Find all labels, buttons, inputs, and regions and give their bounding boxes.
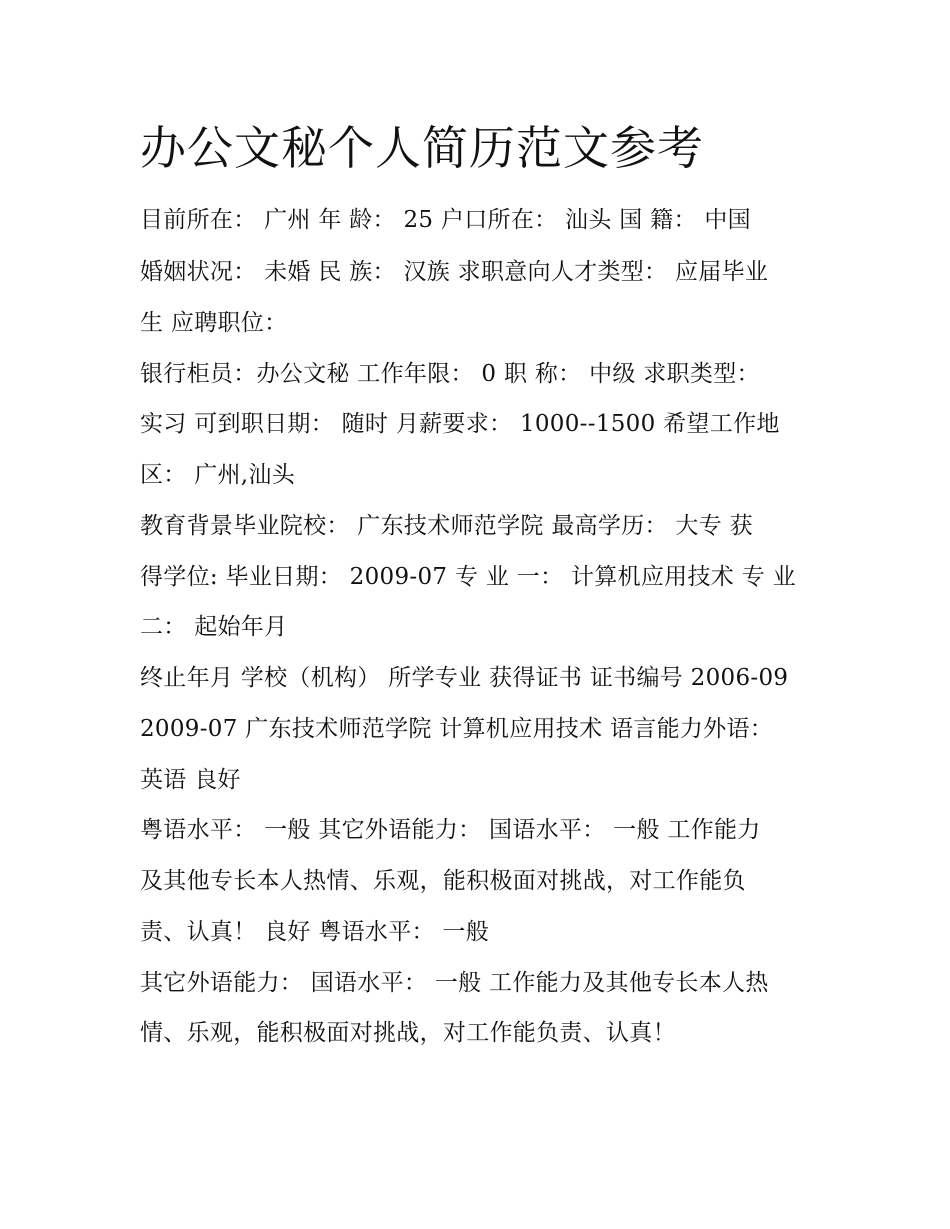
- page-title: 办公文秘个人简历范文参考: [140, 121, 704, 175]
- text-line: 二： 起始年月: [140, 614, 288, 640]
- text-line: 粤语水平： 一般 其它外语能力： 国语水平： 一般 工作能力: [140, 817, 761, 843]
- text-line: 婚姻状况： 未婚 民 族： 汉族 求职意向人才类型： 应届毕业: [140, 259, 769, 285]
- text-line: 及其他专长本人热情、乐观，能积极面对挑战，对工作能负: [140, 868, 746, 894]
- text-line: 生 应聘职位：: [140, 310, 288, 336]
- text-line: 得学位: 毕业日期： 2009-07 专 业 一： 计算机应用技术 专 业: [140, 564, 796, 590]
- text-line: 责、认真！ 良好 粤语水平： 一般: [140, 919, 490, 945]
- text-line: 银行柜员：办公文秘 工作年限： 0 职 称： 中级 求职类型：: [140, 361, 760, 387]
- text-line: 目前所在： 广州 年 龄： 25 户口所在： 汕头 国 籍： 中国: [140, 207, 751, 233]
- text-line: 实习 可到职日期： 随时 月薪要求： 1000--1500 希望工作地: [140, 411, 780, 437]
- text-line: 情、乐观，能积极面对挑战，对工作能负责、认真！: [140, 1020, 676, 1046]
- text-line: 其它外语能力： 国语水平： 一般 工作能力及其他专长本人热: [140, 970, 769, 996]
- text-line: 2009-07 广东技术师范学院 计算机应用技术 语言能力外语：: [140, 716, 774, 742]
- text-line: 区： 广州,汕头: [140, 462, 296, 488]
- text-line: 终止年月 学校（机构） 所学专业 获得证书 证书编号 2006-09: [140, 665, 789, 691]
- text-line: 教育背景毕业院校： 广东技术师范学院 最高学历： 大专 获: [140, 513, 753, 539]
- text-line: 英语 良好: [140, 767, 241, 793]
